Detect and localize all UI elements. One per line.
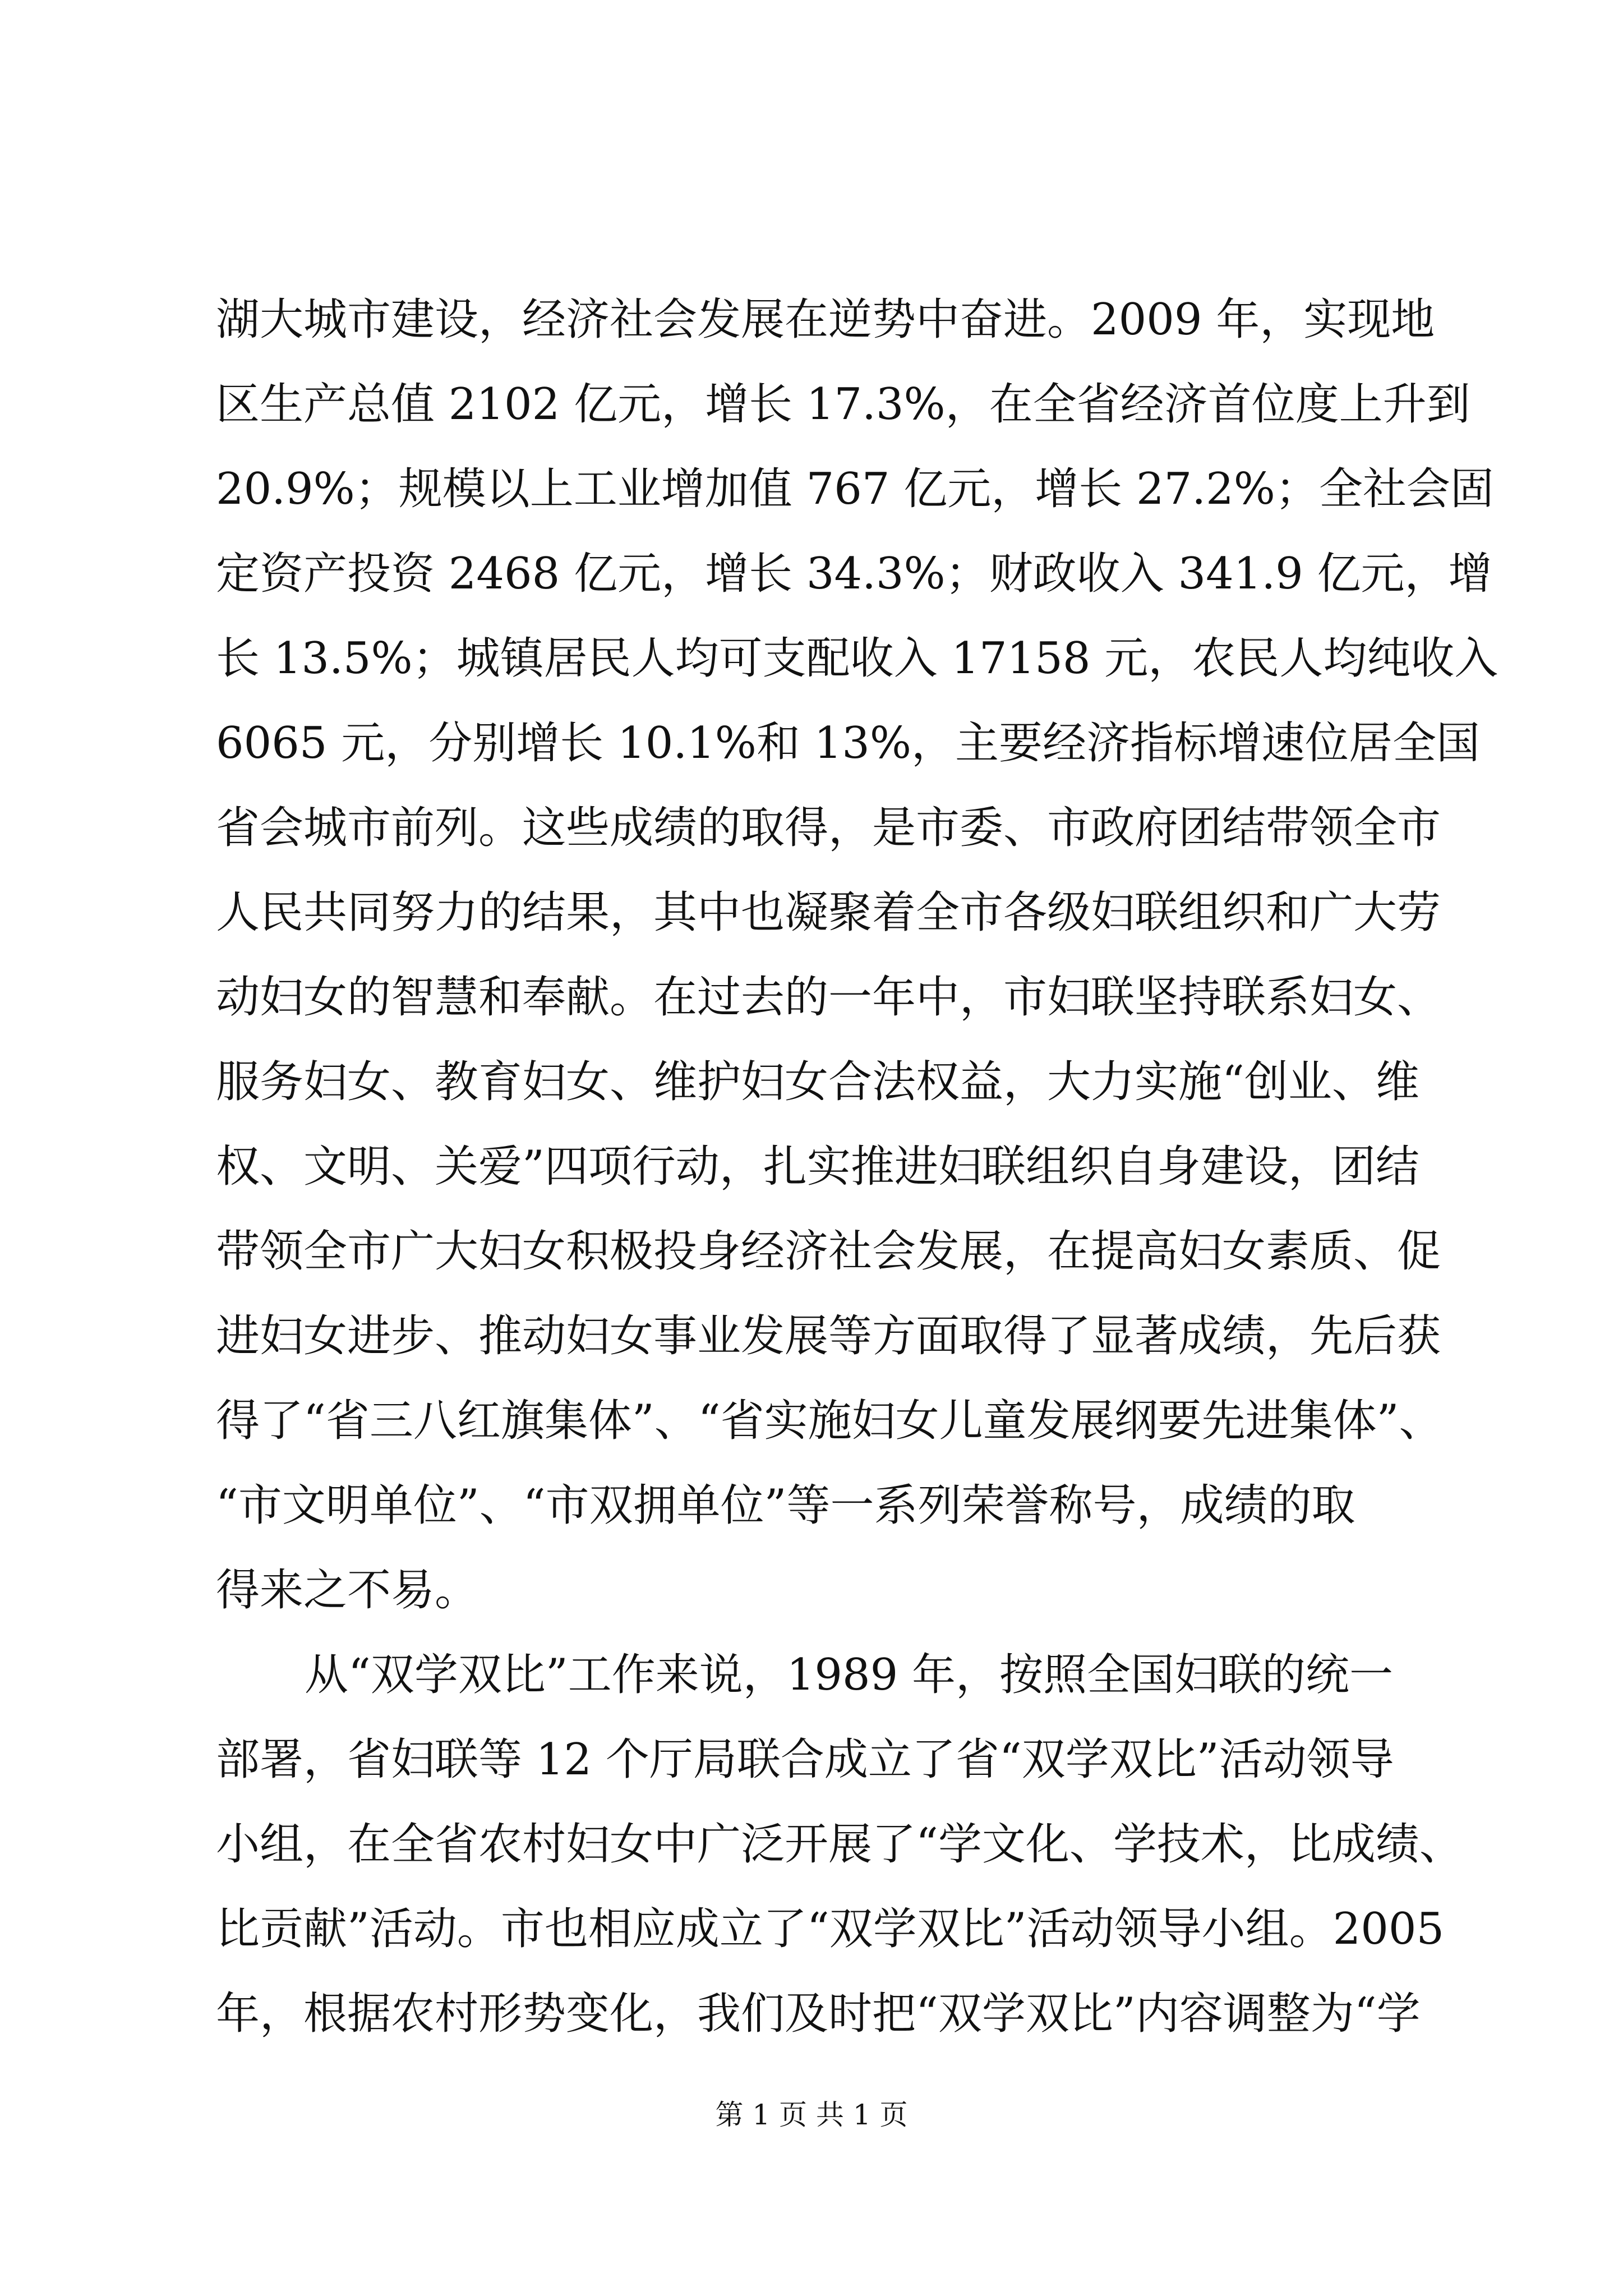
text-line-11: 权、文明、关爱”四项行动，扎实推进妇联组织自身建设，团结 bbox=[216, 1142, 1419, 1192]
text-line-4: 定资产投资 2468 亿元，增长 34.3%；财政收入 341.9 亿元，增 bbox=[216, 549, 1492, 599]
text-line-15: “市文明单位”、“市双拥单位”等一系列荣誉称号，成绩的取 bbox=[216, 1480, 1355, 1531]
paragraph-2-first-line: 从“双学双比”工作来说，1989 年，按照全国妇联的统一 bbox=[305, 1650, 1394, 1700]
text-line-5: 长 13.5%；城镇居民人均可支配收入 17158 元，农民人均纯收入 bbox=[216, 633, 1498, 684]
text-line-10: 服务妇女、教育妇女、维护妇女合法权益，大力实施“创业、维 bbox=[216, 1057, 1419, 1107]
text-line-12: 带领全市广大妇女积极投身经济社会发展，在提高妇女素质、促 bbox=[216, 1226, 1441, 1277]
text-line-2: 区生产总值 2102 亿元，增长 17.3%，在全省经济首位度上升到 bbox=[216, 379, 1470, 430]
text-line-9: 动妇女的智慧和奉献。在过去的一年中，市妇联坚持联系妇女、 bbox=[216, 972, 1441, 1023]
text-line-21: 年，根据农村形势变化，我们及时把“双学双比”内容调整为“学 bbox=[216, 1989, 1421, 2039]
text-line-16: 得来之不易。 bbox=[216, 1565, 479, 1616]
text-line-18: 部署，省妇联等 12 个厅局联合成立了省“双学双比”活动领导 bbox=[216, 1734, 1394, 1785]
text-line-20: 比贡献”活动。市也相应成立了“双学双比”活动领导小组。2005 bbox=[216, 1904, 1445, 1954]
text-line-1: 湖大城市建设，经济社会发展在逆势中奋进。2009 年，实现地 bbox=[216, 295, 1435, 345]
text-line-14: 得了“省三八红旗集体”、“省实施妇女儿童发展纲要先进集体”、 bbox=[216, 1396, 1443, 1446]
text-line-13: 进妇女进步、推动妇女事业发展等方面取得了显著成绩，先后获 bbox=[216, 1311, 1441, 1361]
text-line-7: 省会城市前列。这些成绩的取得，是市委、市政府团结带领全市 bbox=[216, 803, 1441, 853]
page-number-footer: 第 1 页 共 1 页 bbox=[715, 2099, 908, 2131]
text-line-19: 小组，在全省农村妇女中广泛开展了“学文化、学技术，比成绩、 bbox=[216, 1819, 1463, 1870]
text-line-6: 6065 元，分别增长 10.1%和 13%，主要经济指标增速位居全国 bbox=[216, 718, 1481, 769]
text-line-8: 人民共同努力的结果，其中也凝聚着全市各级妇联组织和广大劳 bbox=[216, 887, 1441, 938]
text-line-3: 20.9%；规模以上工业增加值 767 亿元，增长 27.2%；全社会固 bbox=[216, 464, 1494, 514]
